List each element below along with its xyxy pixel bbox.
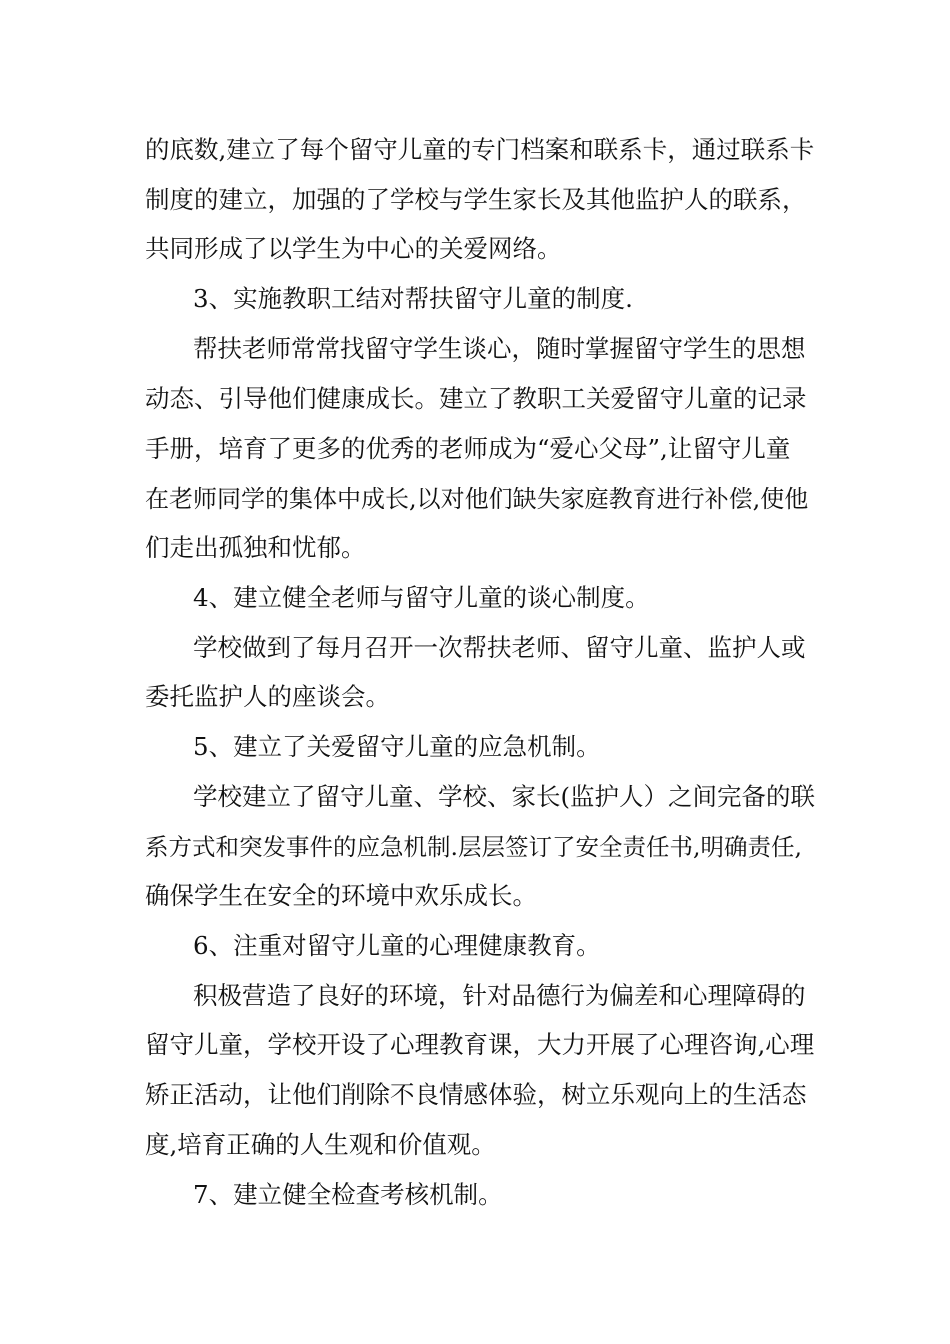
text-line: 确保学生在安全的环境中欢乐成长。	[145, 881, 537, 910]
text-line: 的底数,建立了每个留守儿童的专门档案和联系卡，通过联系卡	[145, 135, 815, 164]
section-heading: 5、建立了关爱留守儿童的应急机制。	[193, 732, 601, 761]
text-line: 共同形成了以学生为中心的关爱网络。	[145, 234, 562, 263]
section-heading: 3、实施教职工结对帮扶留守儿童的制度.	[193, 284, 633, 313]
text-line: 动态、引导他们健康成长。建立了教职工关爱留守儿童的记录	[145, 384, 807, 413]
text-line: 系方式和突发事件的应急机制.层层签订了安全责任书,明确责任,	[145, 833, 802, 861]
text-line: 度,培育正确的人生观和价值观。	[145, 1130, 496, 1159]
text-line: 学校建立了留守儿童、学校、家长(监护人）之间完备的联	[193, 782, 816, 811]
text-line: 制度的建立，加强的了学校与学生家长及其他监护人的联系，	[145, 185, 807, 214]
text-line: 委托监护人的座谈会。	[145, 682, 390, 711]
section-heading: 4、建立健全老师与留守儿童的谈心制度。	[193, 583, 650, 612]
text-line: 积极营造了良好的环境，针对品德行为偏差和心理障碍的	[193, 981, 806, 1010]
section-heading: 6、注重对留守儿童的心理健康教育。	[193, 931, 601, 960]
text-line: 留守儿童，学校开设了心理教育课，大力开展了心理咨询,心理	[145, 1030, 815, 1059]
text-line: 帮扶老师常常找留守学生谈心，随时掌握留守学生的思想	[193, 334, 806, 363]
text-line: 手册，培育了更多的优秀的老师成为“爱心父母”,让留守儿童	[145, 434, 791, 463]
text-line: 学校做到了每月召开一次帮扶老师、留守儿童、监护人或	[193, 633, 806, 662]
text-line: 在老师同学的集体中成长,以对他们缺失家庭教育进行补偿,使他	[145, 485, 809, 513]
text-line: 们走出孤独和忧郁。	[145, 533, 366, 562]
section-heading: 7、建立健全检查考核机制。	[193, 1180, 503, 1209]
text-line: 矫正活动，让他们削除不良情感体验，树立乐观向上的生活态	[145, 1080, 807, 1109]
